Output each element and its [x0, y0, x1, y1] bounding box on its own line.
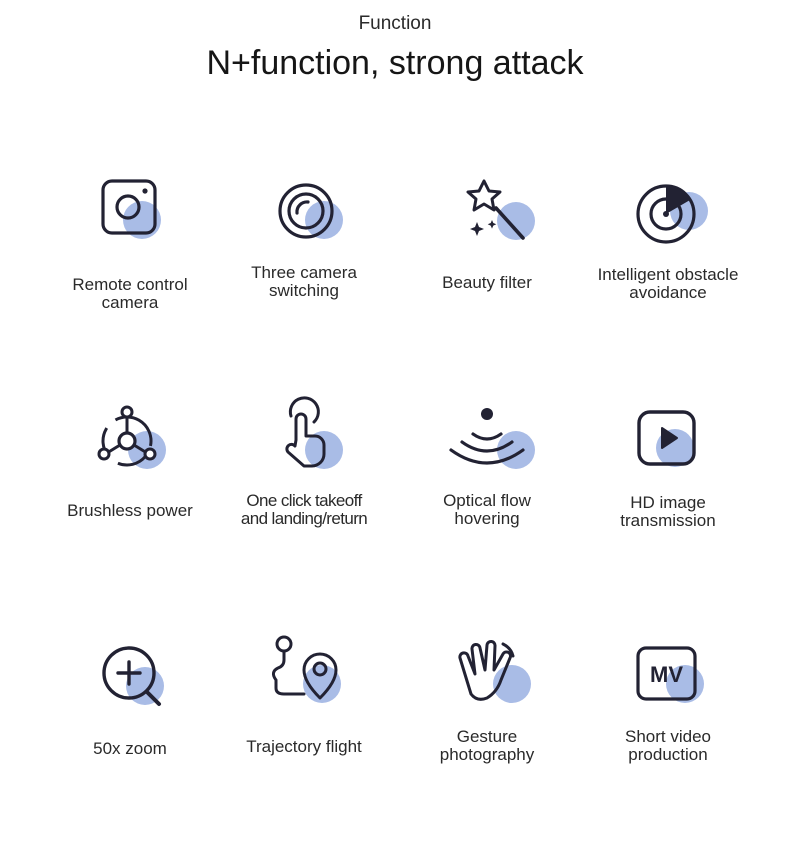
feature-label: Trajectory flight	[246, 737, 362, 756]
hand-gesture-icon	[447, 636, 527, 716]
feature-label: Optical flow hovering	[443, 491, 531, 528]
feature-label: Intelligent obstacle avoidance	[597, 265, 739, 302]
play-icon	[628, 400, 708, 480]
lens-icon	[264, 170, 344, 250]
feature-label: One click takeoff and landing/return	[240, 491, 368, 528]
feature-label: HD image transmission	[620, 493, 716, 530]
tap-finger-icon	[264, 400, 344, 480]
section-eyebrow: Function	[358, 13, 432, 34]
feature-label: Gesture photography	[439, 727, 535, 764]
feature-label: Three camera switching	[251, 263, 357, 300]
mv-icon	[628, 636, 708, 716]
feature-label: Brushless power	[67, 501, 193, 520]
feature-label: 50x zoom	[93, 739, 167, 758]
mv-badge-text: MV	[650, 662, 683, 687]
feature-label: Short video production	[625, 727, 711, 764]
zoom-in-icon	[90, 636, 170, 716]
brushless-motor-icon	[90, 400, 170, 480]
section-title: N+function, strong attack	[206, 44, 584, 82]
feature-label: Beauty filter	[442, 273, 532, 292]
camera-icon	[90, 170, 170, 250]
feature-label: Remote control camera	[72, 275, 188, 312]
magic-wand-icon	[447, 170, 527, 250]
radar-icon	[628, 170, 708, 250]
trajectory-pin-icon	[264, 636, 344, 716]
optical-flow-icon	[447, 400, 527, 480]
